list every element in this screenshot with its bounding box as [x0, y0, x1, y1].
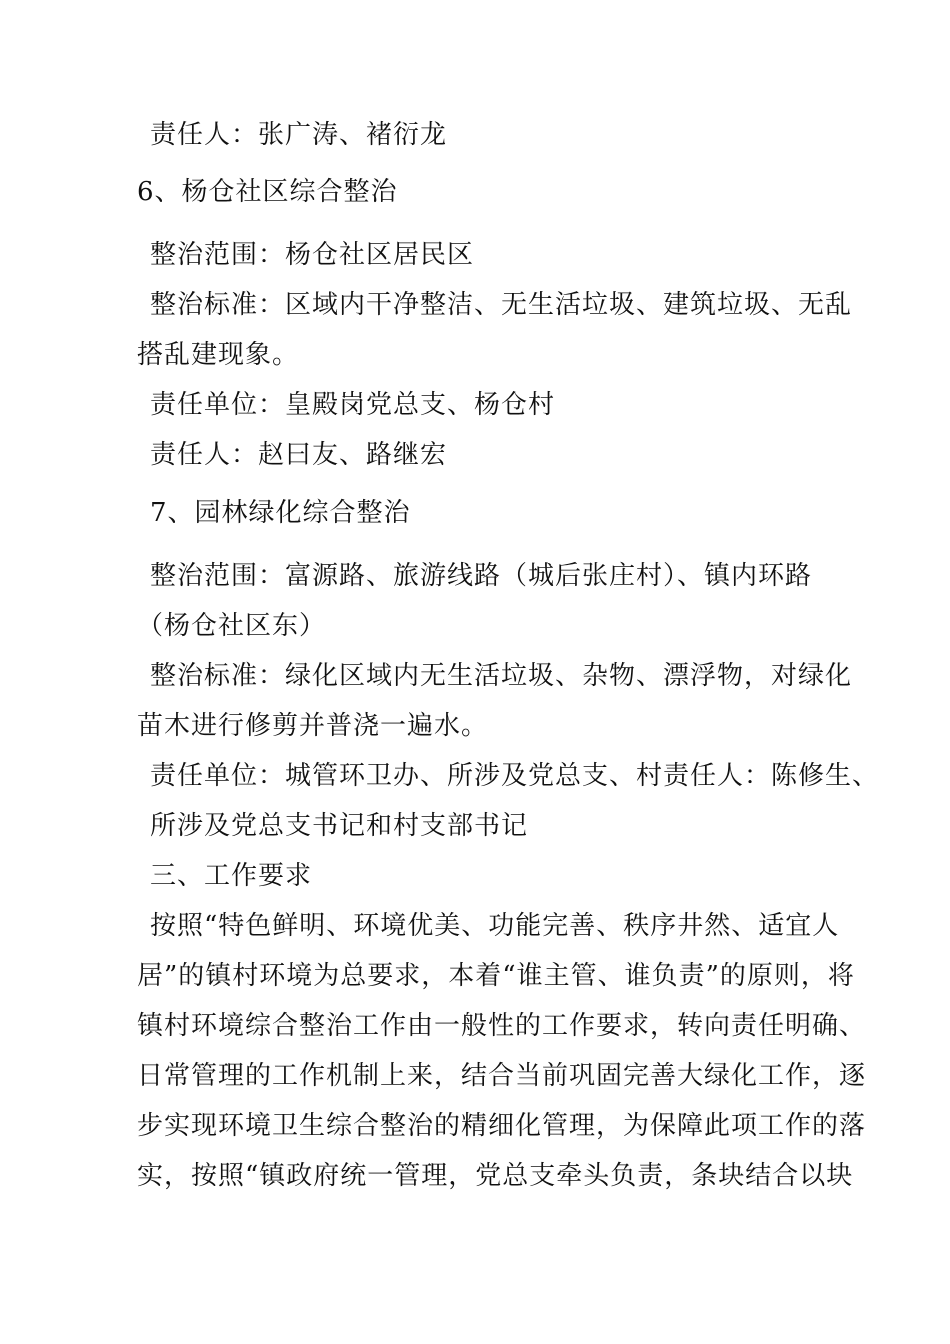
- heading-item-6: 6、杨仓社区综合整治: [137, 177, 398, 207]
- text-line-standard-7: 整治标准：绿化区域内无生活垃圾、杂物、漂浮物，对绿化: [150, 661, 853, 691]
- text-line-scope-7-cont: （杨仓社区东）: [137, 611, 327, 641]
- text-line-standard-6: 整治标准：区域内干净整洁、无生活垃圾、建筑垃圾、无乱: [150, 290, 853, 320]
- text-line-unit-7-cont: 所涉及党总支书记和村支部书记: [150, 811, 529, 841]
- paragraph-line-4: 日常管理的工作机制上来，结合当前巩固完善大绿化工作，逐: [137, 1061, 867, 1091]
- paragraph-line-5: 步实现环境卫生综合整治的精细化管理，为保障此项工作的落: [137, 1111, 867, 1141]
- text-line-responsible-person-1: 责任人：张广涛、褚衍龙: [150, 120, 448, 150]
- text-line-scope-6: 整治范围：杨仓社区居民区: [150, 240, 475, 270]
- text-line-unit-6: 责任单位：皇殿岗党总支、杨仓村: [150, 390, 556, 420]
- paragraph-line-3: 镇村环境综合整治工作由一般性的工作要求，转向责任明确、: [137, 1011, 867, 1041]
- text-line-unit-7: 责任单位：城管环卫办、所涉及党总支、村责任人：陈修生、: [150, 761, 880, 791]
- text-line-scope-7: 整治范围：富源路、旅游线路（城后张庄村）、镇内环路: [150, 561, 813, 591]
- section-heading-work-requirements: 三、工作要求: [150, 861, 313, 891]
- text-line-standard-7-cont: 苗木进行修剪并普浇一遍水。: [137, 711, 489, 741]
- text-line-responsible-person-6: 责任人：赵曰友、路继宏: [150, 440, 448, 470]
- paragraph-line-6: 实，按照“镇政府统一管理，党总支牵头负责，条块结合以块: [137, 1161, 854, 1191]
- heading-item-7: 7、园林绿化综合整治: [150, 498, 411, 528]
- text-line-standard-6-cont: 搭乱建现象。: [137, 340, 300, 370]
- paragraph-line-1: 按照“特色鲜明、环境优美、功能完善、秩序井然、适宜人: [150, 911, 840, 941]
- paragraph-line-2: 居”的镇村环境为总要求，本着“谁主管、谁负责”的原则，将: [137, 961, 855, 991]
